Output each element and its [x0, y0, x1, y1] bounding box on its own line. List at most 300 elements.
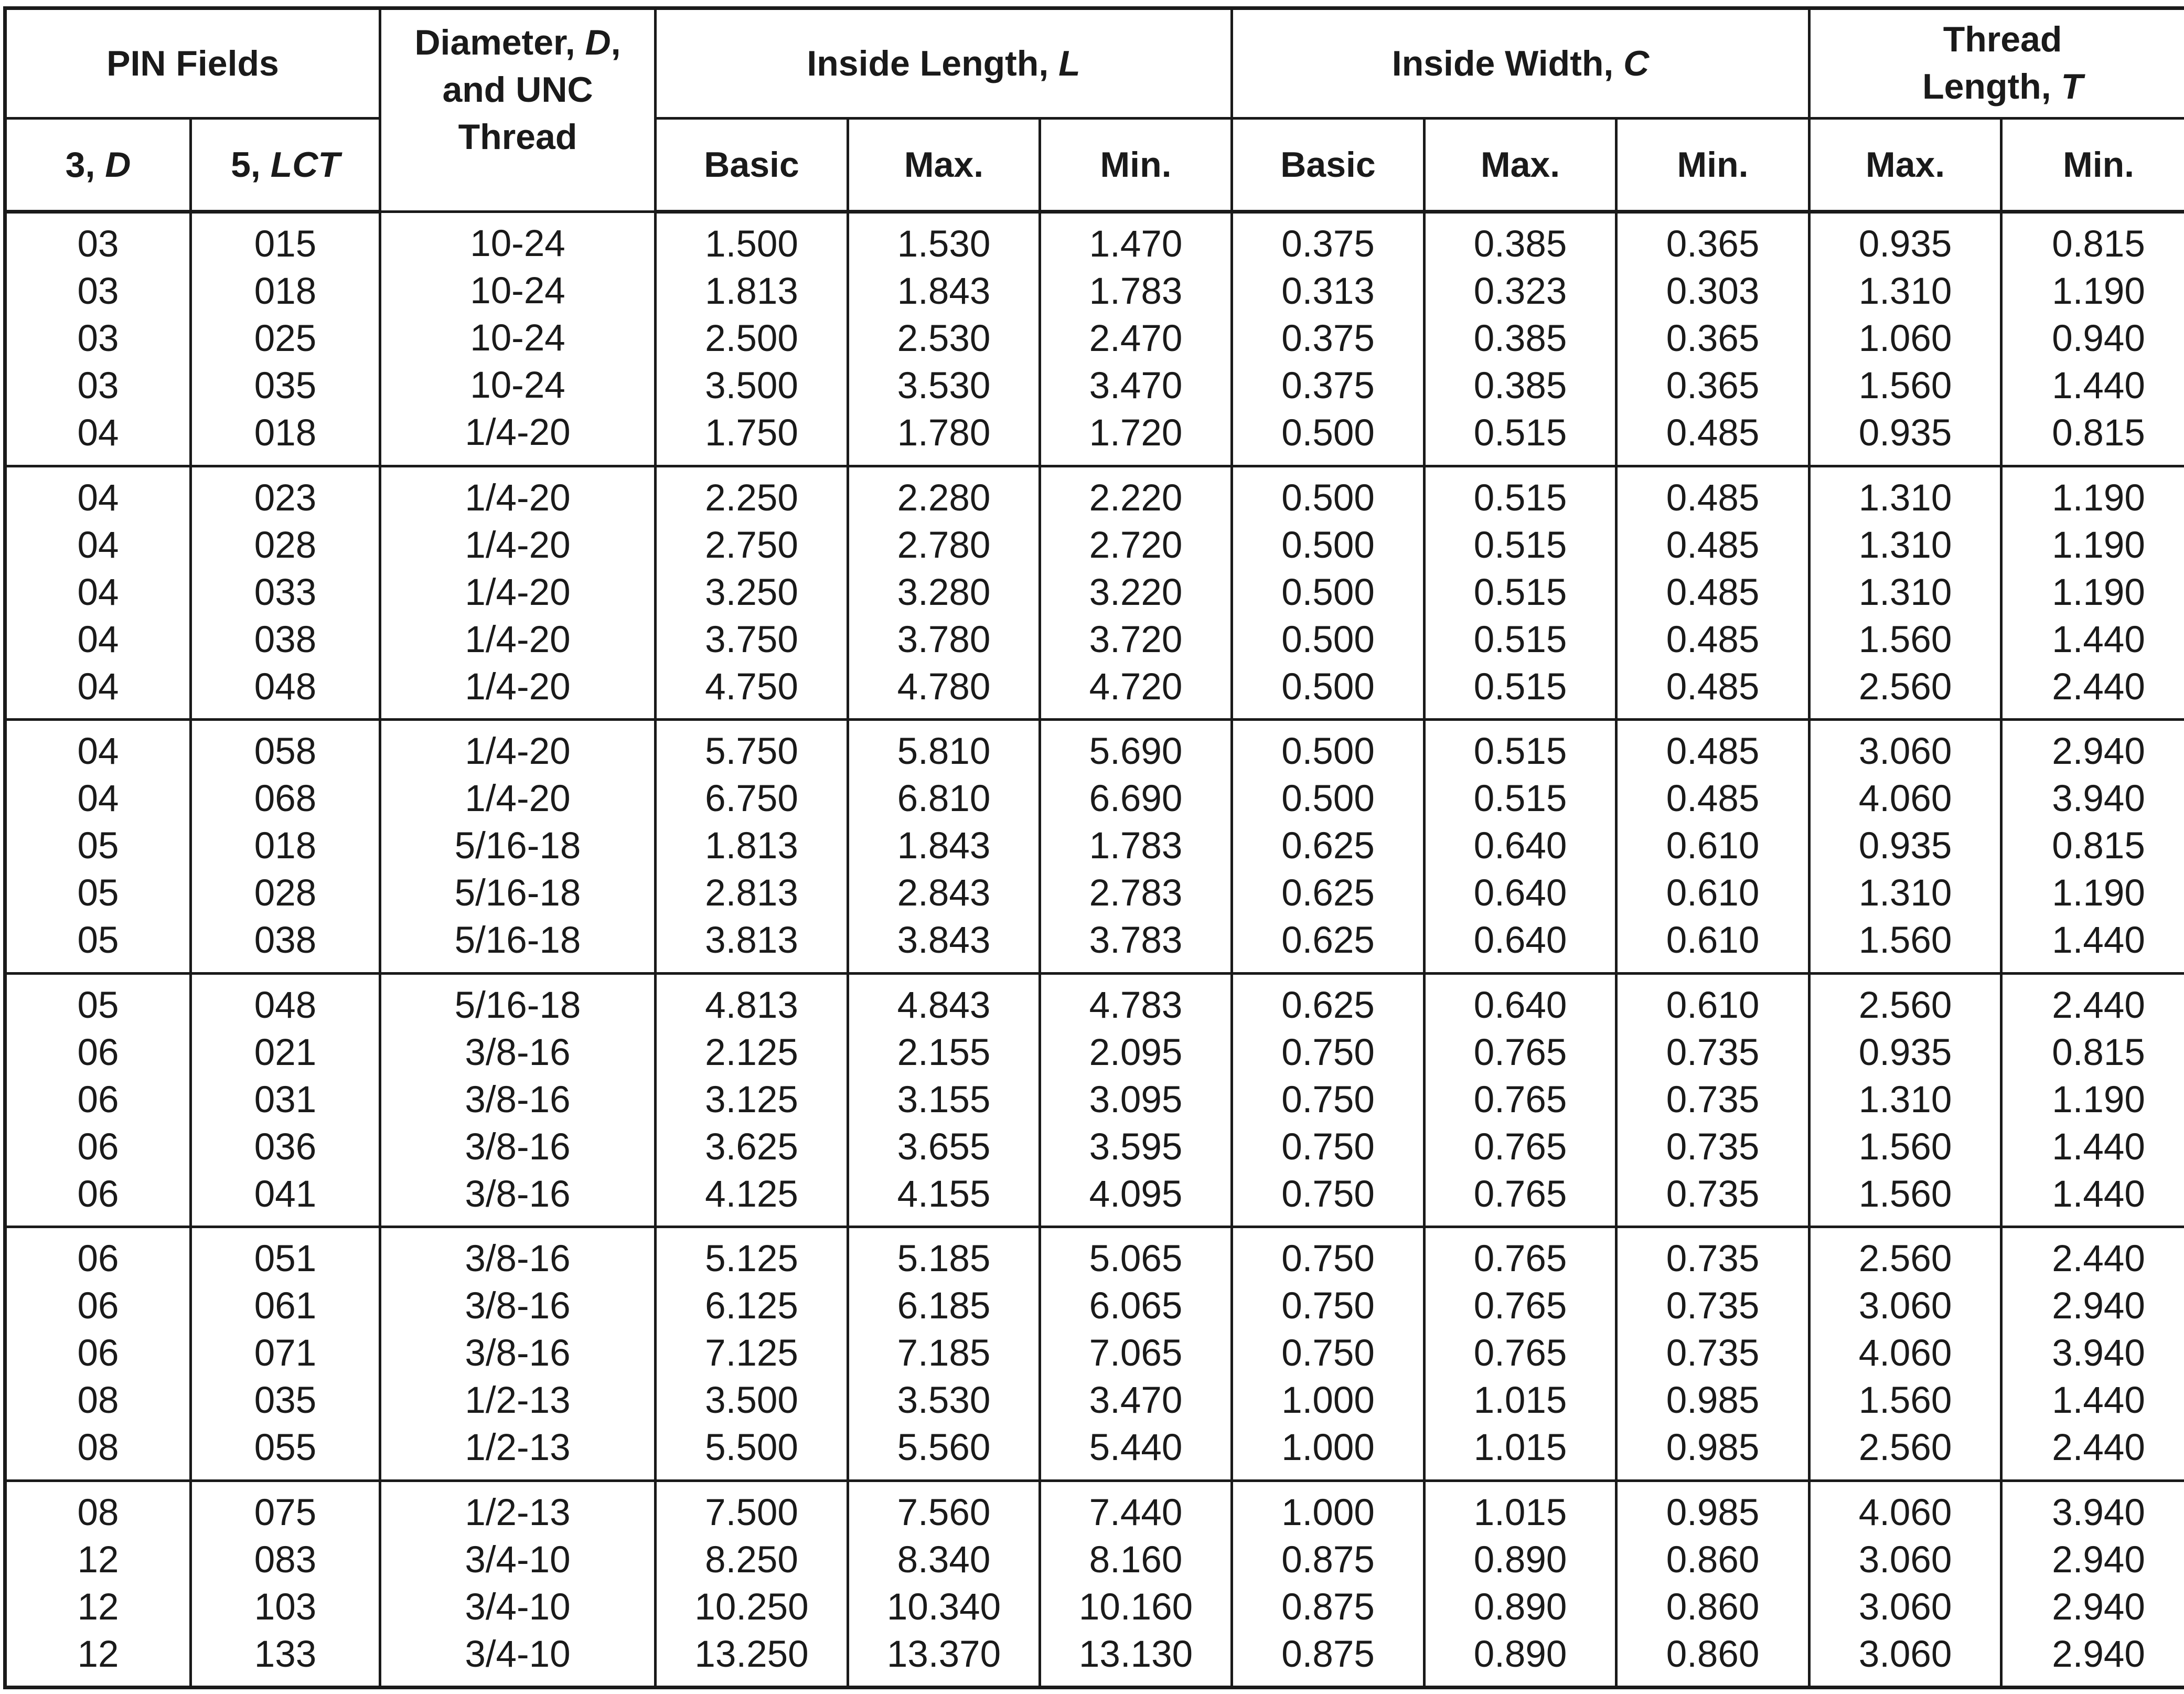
cell-value-list — [1041, 1235, 1230, 1472]
cell-value-list — [7, 475, 189, 711]
cell-value: 5/16-18 — [454, 825, 581, 867]
cell-value: 2.250 — [705, 477, 798, 519]
cell-value: 0.500 — [1281, 778, 1375, 820]
cell-value: 5.750 — [705, 731, 798, 773]
cell-value-list — [657, 475, 847, 711]
cell-value: 1.190 — [2052, 271, 2145, 312]
cell-pin-5-lct — [191, 466, 380, 720]
cell-value: 3/8-16 — [465, 1126, 571, 1168]
cell-value: 5.065 — [1089, 1238, 1183, 1280]
cell-value: 10-24 — [470, 365, 565, 406]
cell-value: 4.780 — [897, 666, 991, 708]
cell-value: 0.500 — [1281, 731, 1375, 773]
cell-thread-min — [2001, 466, 2184, 720]
cell-value: 055 — [254, 1427, 317, 1469]
cell-value: 1.843 — [897, 825, 991, 867]
cell-value: 1.530 — [897, 223, 991, 265]
cell-pin-5-lct — [191, 973, 380, 1227]
cell-value: 1.190 — [2052, 872, 2145, 914]
cell-value: 0.485 — [1666, 571, 1760, 613]
cell-value: 5.690 — [1089, 731, 1183, 773]
cell-width-min — [1616, 720, 1810, 974]
cell-value: 1.190 — [2052, 1079, 2145, 1121]
cell-value: 0.515 — [1473, 524, 1567, 566]
cell-value-list — [1618, 221, 1808, 457]
cell-value: 3.530 — [897, 365, 991, 407]
cell-value: 038 — [254, 619, 317, 660]
cell-value-list — [7, 1489, 189, 1678]
cell-value: 0.375 — [1281, 318, 1375, 359]
cell-value: 0.515 — [1473, 412, 1567, 454]
cell-value: 8.250 — [705, 1539, 798, 1581]
cell-value: 5/16-18 — [454, 984, 581, 1026]
cell-value: 3.655 — [897, 1126, 991, 1168]
cell-value: 2.813 — [705, 872, 798, 914]
cell-pin-3-d — [5, 212, 191, 466]
cell-thread-max — [1810, 466, 2001, 720]
cell-value: 3.125 — [705, 1079, 798, 1121]
cell-value-list — [849, 982, 1039, 1218]
cell-value-list — [849, 1489, 1039, 1678]
cell-value-list — [1041, 728, 1230, 964]
cell-value: 3/8-16 — [465, 1173, 571, 1215]
cell-value: 028 — [254, 872, 317, 914]
cell-value-list — [7, 221, 189, 457]
cell-value: 6.125 — [705, 1285, 798, 1327]
cell-width-max — [1425, 466, 1616, 720]
cell-diameter-thread — [380, 720, 656, 974]
cell-value: 0.735 — [1666, 1031, 1760, 1073]
cell-value: 1.440 — [2052, 619, 2145, 660]
cell-pin-5-lct — [191, 1227, 380, 1481]
cell-value: 1.560 — [1858, 920, 1952, 962]
cell-value: 0.625 — [1281, 984, 1375, 1026]
cell-value: 10.250 — [694, 1586, 809, 1628]
cell-diameter-thread — [380, 1227, 656, 1481]
cell-value: 1.190 — [2052, 571, 2145, 613]
cell-value: 0.765 — [1473, 1285, 1567, 1327]
header-pin-5: 5, LCT — [191, 119, 380, 212]
cell-value: 0.625 — [1281, 872, 1375, 914]
cell-width-max — [1425, 1480, 1616, 1687]
header-length-min: Min. — [1040, 119, 1232, 212]
cell-value: 04 — [77, 571, 119, 613]
header-width-basic: Basic — [1232, 119, 1425, 212]
cell-value: 1/4-20 — [465, 571, 571, 613]
cell-value: 0.365 — [1666, 365, 1760, 407]
cell-value: 1.500 — [705, 223, 798, 265]
cell-value: 0.515 — [1473, 571, 1567, 613]
cell-value: 0.485 — [1666, 666, 1760, 708]
cell-value: 1.560 — [1858, 1126, 1952, 1168]
cell-value-list — [2003, 1489, 2184, 1678]
cell-value: 1.470 — [1089, 223, 1183, 265]
cell-value: 0.365 — [1666, 318, 1760, 359]
cell-value: 3.530 — [897, 1380, 991, 1422]
table-header — [5, 8, 2184, 212]
cell-value-list — [657, 728, 847, 964]
cell-value: 2.155 — [897, 1031, 991, 1073]
cell-value: 048 — [254, 666, 317, 708]
cell-value: 1.015 — [1473, 1427, 1567, 1469]
cell-value: 6.810 — [897, 778, 991, 820]
cell-value: 13.370 — [886, 1633, 1001, 1675]
cell-value: 0.750 — [1281, 1079, 1375, 1121]
cell-value: 0.385 — [1473, 318, 1567, 359]
cell-value-list — [1233, 728, 1423, 964]
cell-width-basic — [1232, 973, 1425, 1227]
cell-value-list — [2003, 475, 2184, 711]
cell-value: 0.765 — [1473, 1079, 1567, 1121]
cell-value: 0.750 — [1281, 1285, 1375, 1327]
cell-value: 2.470 — [1089, 318, 1183, 359]
cell-value: 0.625 — [1281, 920, 1375, 962]
cell-value: 5.440 — [1089, 1427, 1183, 1469]
cell-value: 3/8-16 — [465, 1238, 571, 1280]
cell-value-list — [1618, 982, 1808, 1218]
cell-value: 3.940 — [2052, 778, 2145, 820]
cell-value: 10.340 — [886, 1586, 1001, 1628]
cell-value: 06 — [77, 1173, 119, 1215]
cell-thread-max — [1810, 720, 2001, 974]
cell-value-list — [381, 220, 654, 456]
cell-value: 1.560 — [1858, 619, 1952, 660]
cell-value: 0.815 — [2052, 223, 2145, 265]
cell-length-max — [848, 466, 1040, 720]
cell-value: 7.560 — [897, 1491, 991, 1533]
cell-value: 2.940 — [2052, 731, 2145, 773]
cell-value: 0.750 — [1281, 1031, 1375, 1073]
cell-value: 5.185 — [897, 1238, 991, 1280]
cell-value: 018 — [254, 271, 317, 312]
cell-width-min — [1616, 1480, 1810, 1687]
cell-value: 0.610 — [1666, 984, 1760, 1026]
cell-value: 1.560 — [1858, 1380, 1952, 1422]
cell-value: 1.440 — [2052, 365, 2145, 407]
cell-value: 021 — [254, 1031, 317, 1073]
cell-length-basic — [656, 466, 848, 720]
cell-value: 03 — [77, 223, 119, 265]
cell-value: 023 — [254, 477, 317, 519]
cell-thread-min — [2001, 973, 2184, 1227]
cell-value: 035 — [254, 365, 317, 407]
cell-value: 05 — [77, 825, 119, 867]
cell-value: 3.060 — [1858, 731, 1952, 773]
cell-value-list — [2003, 728, 2184, 964]
cell-length-max — [848, 1480, 1040, 1687]
cell-value: 1.310 — [1858, 571, 1952, 613]
cell-thread-min — [2001, 1480, 2184, 1687]
cell-value: 4.125 — [705, 1173, 798, 1215]
cell-value: 06 — [77, 1031, 119, 1073]
table-row-group — [5, 1480, 2184, 1687]
cell-value: 3.595 — [1089, 1126, 1183, 1168]
cell-value: 2.843 — [897, 872, 991, 914]
cell-value: 06 — [77, 1079, 119, 1121]
cell-value: 2.220 — [1089, 477, 1183, 519]
cell-value: 0.485 — [1666, 619, 1760, 660]
cell-value: 4.155 — [897, 1173, 991, 1215]
cell-value: 1.000 — [1281, 1491, 1375, 1533]
cell-value: 1.310 — [1858, 1079, 1952, 1121]
cell-value: 0.765 — [1473, 1333, 1567, 1375]
cell-value: 0.610 — [1666, 825, 1760, 867]
cell-length-basic — [656, 212, 848, 466]
cell-pin-5-lct — [191, 212, 380, 466]
cell-value-list — [7, 982, 189, 1218]
cell-value: 0.765 — [1473, 1126, 1567, 1168]
header-diameter-line-2: and UNC — [442, 70, 593, 110]
cell-value: 2.940 — [2052, 1285, 2145, 1327]
cell-value: 0.385 — [1473, 223, 1567, 265]
cell-value-list — [849, 221, 1039, 457]
cell-value: 08 — [77, 1491, 119, 1533]
table-row-group — [5, 1227, 2184, 1481]
cell-value: 2.780 — [897, 524, 991, 566]
header-diameter-thread — [380, 8, 656, 212]
cell-value: 0.640 — [1473, 920, 1567, 962]
cell-value: 0.890 — [1473, 1586, 1567, 1628]
cell-value: 3.060 — [1858, 1586, 1952, 1628]
cell-value: 083 — [254, 1539, 317, 1581]
cell-value: 04 — [77, 731, 119, 773]
cell-value-list — [1426, 1235, 1615, 1472]
cell-value: 0.985 — [1666, 1380, 1760, 1422]
cell-length-min — [1040, 212, 1232, 466]
cell-value: 0.735 — [1666, 1079, 1760, 1121]
cell-value: 05 — [77, 920, 119, 962]
cell-value: 1.060 — [1858, 318, 1952, 359]
cell-value: 3.813 — [705, 920, 798, 962]
cell-value: 0.640 — [1473, 984, 1567, 1026]
cell-value: 3.500 — [705, 1380, 798, 1422]
cell-value: 3.470 — [1089, 365, 1183, 407]
cell-value-list — [657, 982, 847, 1218]
cell-thread-max — [1810, 212, 2001, 466]
cell-value-list — [1233, 475, 1423, 711]
cell-value: 0.500 — [1281, 412, 1375, 454]
cell-value: 0.485 — [1666, 477, 1760, 519]
cell-width-min — [1616, 973, 1810, 1227]
cell-value-list — [192, 982, 379, 1218]
cell-value: 0.500 — [1281, 619, 1375, 660]
cell-value-list — [1041, 982, 1230, 1218]
cell-value: 058 — [254, 731, 317, 773]
cell-value: 036 — [254, 1126, 317, 1168]
table-row-group — [5, 720, 2184, 974]
cell-value: 0.935 — [1858, 223, 1952, 265]
cell-value: 0.485 — [1666, 778, 1760, 820]
cell-value: 061 — [254, 1285, 317, 1327]
cell-length-max — [848, 973, 1040, 1227]
cell-value: 0.610 — [1666, 920, 1760, 962]
cell-value: 0.815 — [2052, 412, 2145, 454]
cell-value-list — [1426, 728, 1615, 964]
cell-value: 0.500 — [1281, 477, 1375, 519]
cell-value: 05 — [77, 872, 119, 914]
cell-value: 1/2-13 — [465, 1380, 571, 1422]
cell-value: 06 — [77, 1126, 119, 1168]
cell-value: 0.815 — [2052, 1031, 2145, 1073]
cell-value: 0.735 — [1666, 1173, 1760, 1215]
cell-length-min — [1040, 1480, 1232, 1687]
cell-value: 0.750 — [1281, 1333, 1375, 1375]
cell-value: 4.720 — [1089, 666, 1183, 708]
cell-value-list — [1233, 1489, 1423, 1678]
cell-value: 12 — [77, 1633, 119, 1675]
table-row-group — [5, 466, 2184, 720]
cell-value: 2.440 — [2052, 1427, 2145, 1469]
cell-value: 0.750 — [1281, 1238, 1375, 1280]
cell-value-list — [192, 475, 379, 711]
cell-value: 2.500 — [705, 318, 798, 359]
cell-value: 1.720 — [1089, 412, 1183, 454]
cell-value: 0.860 — [1666, 1633, 1760, 1675]
cell-width-min — [1616, 1227, 1810, 1481]
cell-value: 2.530 — [897, 318, 991, 359]
cell-value-list — [657, 1489, 847, 1678]
cell-value: 0.485 — [1666, 731, 1760, 773]
cell-value: 1.440 — [2052, 920, 2145, 962]
cell-value: 3.155 — [897, 1079, 991, 1121]
cell-value-list — [1618, 728, 1808, 964]
cell-value: 0.815 — [2052, 825, 2145, 867]
cell-value: 0.640 — [1473, 825, 1567, 867]
cell-value: 5.810 — [897, 731, 991, 773]
cell-width-max — [1425, 1227, 1616, 1481]
cell-value: 018 — [254, 412, 317, 454]
cell-value: 0.500 — [1281, 524, 1375, 566]
cell-value: 06 — [77, 1238, 119, 1280]
cell-value: 13.250 — [694, 1633, 809, 1675]
cell-value: 0.875 — [1281, 1586, 1375, 1628]
cell-value: 051 — [254, 1238, 317, 1280]
cell-value: 031 — [254, 1079, 317, 1121]
cell-value: 2.280 — [897, 477, 991, 519]
cell-value: 2.440 — [2052, 1238, 2145, 1280]
cell-value: 0.735 — [1666, 1126, 1760, 1168]
cell-value: 2.560 — [1858, 1238, 1952, 1280]
cell-value: 08 — [77, 1427, 119, 1469]
cell-pin-3-d — [5, 1227, 191, 1481]
header-row-1 — [5, 8, 2184, 119]
cell-value: 1.560 — [1858, 1173, 1952, 1215]
cell-diameter-thread — [380, 212, 656, 466]
header-thread-length — [1810, 8, 2184, 119]
cell-thread-max — [1810, 973, 2001, 1227]
cell-value: 4.783 — [1089, 984, 1183, 1026]
cell-value: 0.485 — [1666, 412, 1760, 454]
cell-value: 1.190 — [2052, 524, 2145, 566]
cell-value: 5/16-18 — [454, 872, 581, 914]
cell-length-basic — [656, 1480, 848, 1687]
cell-value: 10-24 — [470, 317, 565, 359]
cell-diameter-thread — [380, 1480, 656, 1687]
cell-width-basic — [1232, 466, 1425, 720]
cell-value: 1.813 — [705, 271, 798, 312]
cell-value: 4.095 — [1089, 1173, 1183, 1215]
cell-value: 3.060 — [1858, 1633, 1952, 1675]
cell-value-list — [1811, 475, 2000, 711]
cell-value-list — [1426, 221, 1615, 457]
cell-value-list — [1618, 475, 1808, 711]
cell-value: 0.765 — [1473, 1173, 1567, 1215]
cell-value: 3.095 — [1089, 1079, 1183, 1121]
cell-value: 4.060 — [1858, 1333, 1952, 1375]
cell-value: 3.783 — [1089, 920, 1183, 962]
cell-value-list — [849, 1235, 1039, 1472]
cell-value-list — [1041, 1489, 1230, 1678]
cell-value: 038 — [254, 920, 317, 962]
cell-value: 103 — [254, 1586, 317, 1628]
cell-value: 3.720 — [1089, 619, 1183, 660]
cell-value: 1/4-20 — [465, 778, 571, 820]
cell-value: 04 — [77, 524, 119, 566]
cell-value: 1.440 — [2052, 1173, 2145, 1215]
header-thread-length-line-2: Length, T — [1922, 67, 2083, 106]
cell-value: 1.750 — [705, 412, 798, 454]
specification-table — [3, 6, 2184, 1689]
cell-value-list — [7, 1235, 189, 1472]
cell-value: 075 — [254, 1491, 317, 1533]
cell-value: 3/4-10 — [465, 1633, 571, 1675]
cell-length-basic — [656, 1227, 848, 1481]
cell-thread-max — [1810, 1480, 2001, 1687]
cell-value: 035 — [254, 1380, 317, 1422]
cell-value-list — [192, 1489, 379, 1678]
cell-length-min — [1040, 720, 1232, 974]
table-row-group — [5, 212, 2184, 466]
cell-width-max — [1425, 720, 1616, 974]
cell-value-list — [1618, 1489, 1808, 1678]
cell-value: 0.935 — [1858, 412, 1952, 454]
cell-value-list — [1233, 221, 1423, 457]
cell-value-list — [1426, 982, 1615, 1218]
header-width-max: Max. — [1425, 119, 1616, 212]
cell-value: 0.515 — [1473, 731, 1567, 773]
cell-value: 041 — [254, 1173, 317, 1215]
cell-diameter-thread — [380, 973, 656, 1227]
cell-value: 1/4-20 — [465, 619, 571, 660]
cell-value-list — [2003, 982, 2184, 1218]
cell-value: 0.860 — [1666, 1586, 1760, 1628]
cell-value: 4.060 — [1858, 778, 1952, 820]
cell-thread-min — [2001, 212, 2184, 466]
cell-value: 015 — [254, 223, 317, 265]
table-body — [5, 212, 2184, 1688]
cell-value: 068 — [254, 778, 317, 820]
cell-value: 3.060 — [1858, 1285, 1952, 1327]
cell-value: 0.935 — [1858, 1031, 1952, 1073]
cell-value: 2.750 — [705, 524, 798, 566]
cell-length-min — [1040, 1227, 1232, 1481]
cell-value: 0.765 — [1473, 1238, 1567, 1280]
cell-value: 2.440 — [2052, 666, 2145, 708]
cell-value: 0.890 — [1473, 1539, 1567, 1581]
cell-value: 2.940 — [2052, 1539, 2145, 1581]
cell-value-list — [381, 1489, 654, 1678]
cell-value: 2.940 — [2052, 1633, 2145, 1675]
cell-value: 6.185 — [897, 1285, 991, 1327]
cell-value-list — [7, 728, 189, 964]
cell-value: 4.060 — [1858, 1491, 1952, 1533]
cell-value: 0.860 — [1666, 1539, 1760, 1581]
cell-value: 3/4-10 — [465, 1539, 571, 1581]
cell-value: 1.783 — [1089, 271, 1183, 312]
cell-value: 0.500 — [1281, 666, 1375, 708]
cell-value: 13.130 — [1078, 1633, 1193, 1675]
cell-value: 1.190 — [2052, 477, 2145, 519]
